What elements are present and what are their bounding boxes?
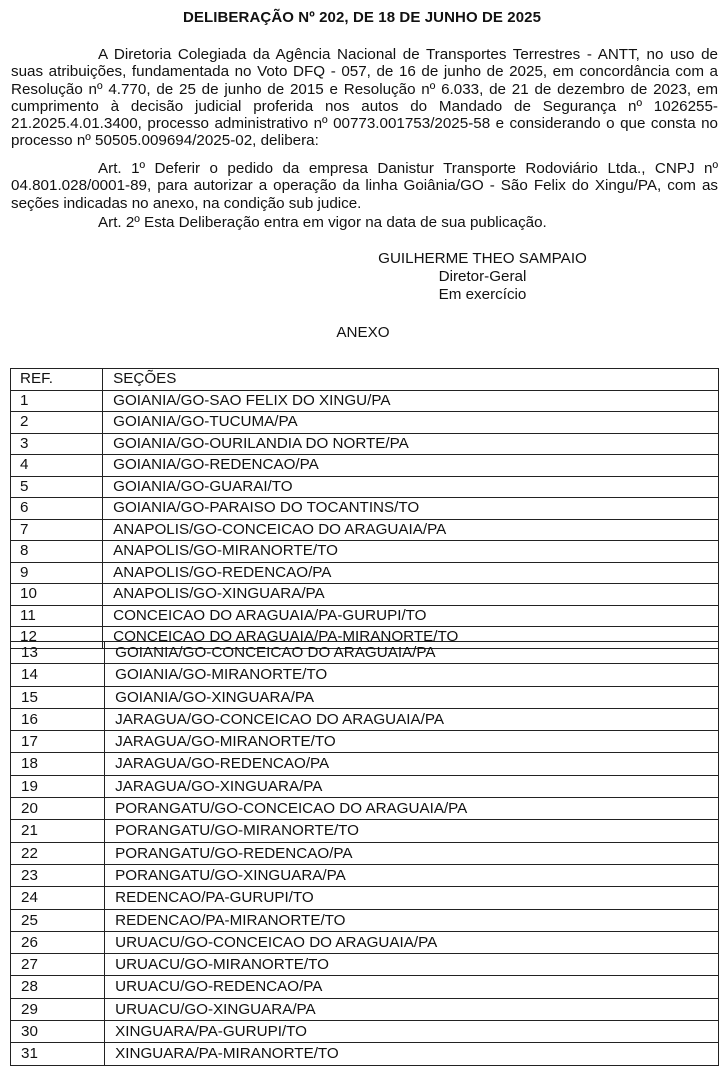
row-ref: 17 xyxy=(11,731,105,753)
row-ref: 2 xyxy=(11,412,103,434)
row-ref: 31 xyxy=(11,1043,105,1065)
row-section: ANAPOLIS/GO-MIRANORTE/TO xyxy=(103,541,719,563)
row-section: JARAGUA/GO-REDENCAO/PA xyxy=(105,753,719,775)
row-section: GOIANIA/GO-OURILANDIA DO NORTE/PA xyxy=(103,433,719,455)
table-row xyxy=(11,541,719,563)
row-section: GOIANIA/GO-SAO FELIX DO XINGU/PA xyxy=(103,390,719,412)
table-row xyxy=(11,390,719,412)
annex-title: ANEXO xyxy=(336,324,390,341)
table-row xyxy=(11,642,719,664)
table-row xyxy=(11,433,719,455)
row-ref: 28 xyxy=(11,976,105,998)
table-row xyxy=(11,519,719,541)
row-ref: 27 xyxy=(11,954,105,976)
annex-table-part-1 xyxy=(10,368,719,649)
row-section: PORANGATU/GO-MIRANORTE/TO xyxy=(105,820,719,842)
table-row xyxy=(11,605,719,627)
table-header-row xyxy=(11,369,719,391)
row-ref: 20 xyxy=(11,798,105,820)
row-section: ANAPOLIS/GO-REDENCAO/PA xyxy=(103,562,719,584)
table-row xyxy=(11,476,719,498)
header-ref: REF. xyxy=(11,369,103,391)
row-ref: 25 xyxy=(11,909,105,931)
row-section: URUACU/GO-REDENCAO/PA xyxy=(105,976,719,998)
row-section: GOIANIA/GO-CONCEICAO DO ARAGUAIA/PA xyxy=(105,642,719,664)
row-ref: 29 xyxy=(11,998,105,1020)
table-row xyxy=(11,842,719,864)
row-ref: 16 xyxy=(11,708,105,730)
table-row xyxy=(11,455,719,477)
table-row xyxy=(11,731,719,753)
row-section: GOIANIA/GO-MIRANORTE/TO xyxy=(105,664,719,686)
row-section: JARAGUA/GO-CONCEICAO DO ARAGUAIA/PA xyxy=(105,708,719,730)
row-section: PORANGATU/GO-XINGUARA/PA xyxy=(105,864,719,886)
row-section: URUACU/GO-MIRANORTE/TO xyxy=(105,954,719,976)
signatory-role: Diretor-Geral xyxy=(438,268,527,285)
row-ref: 13 xyxy=(11,642,105,664)
annex-table-part-2 xyxy=(10,641,719,1066)
row-ref: 19 xyxy=(11,775,105,797)
row-section: CONCEICAO DO ARAGUAIA/PA-GURUPI/TO xyxy=(103,605,719,627)
row-ref: 4 xyxy=(11,455,103,477)
row-ref: 15 xyxy=(11,686,105,708)
row-section: ANAPOLIS/GO-XINGUARA/PA xyxy=(103,584,719,606)
row-ref: 9 xyxy=(11,562,103,584)
article-2-paragraph: Art. 2º Esta Deliberação entra em vigor na data de sua publicação. xyxy=(98,214,547,231)
row-section: GOIANIA/GO-GUARAI/TO xyxy=(103,476,719,498)
row-section: ANAPOLIS/GO-CONCEICAO DO ARAGUAIA/PA xyxy=(103,519,719,541)
row-ref: 14 xyxy=(11,664,105,686)
signature-block xyxy=(345,250,620,304)
row-section: JARAGUA/GO-XINGUARA/PA xyxy=(105,775,719,797)
row-ref: 21 xyxy=(11,820,105,842)
row-ref: 3 xyxy=(11,433,103,455)
row-ref: 22 xyxy=(11,842,105,864)
row-ref: 11 xyxy=(11,605,103,627)
header-section: SEÇÕES xyxy=(103,369,719,391)
row-ref: 12 xyxy=(11,627,103,649)
row-section: PORANGATU/GO-REDENCAO/PA xyxy=(105,842,719,864)
table-row xyxy=(11,686,719,708)
row-ref: 30 xyxy=(11,1021,105,1043)
table-row xyxy=(11,664,719,686)
table-row xyxy=(11,775,719,797)
row-section: PORANGATU/GO-CONCEICAO DO ARAGUAIA/PA xyxy=(105,798,719,820)
row-ref: 1 xyxy=(11,390,103,412)
row-section: GOIANIA/GO-PARAISO DO TOCANTINS/TO xyxy=(103,498,719,520)
row-ref: 18 xyxy=(11,753,105,775)
table-row xyxy=(11,412,719,434)
row-ref: 24 xyxy=(11,887,105,909)
row-ref: 7 xyxy=(11,519,103,541)
table-row xyxy=(11,998,719,1020)
row-ref: 26 xyxy=(11,931,105,953)
row-section: CONCEICAO DO ARAGUAIA/PA-MIRANORTE/TO xyxy=(103,627,719,649)
row-ref: 6 xyxy=(11,498,103,520)
row-section: XINGUARA/PA-MIRANORTE/TO xyxy=(105,1043,719,1065)
table-row xyxy=(11,584,719,606)
row-ref: 5 xyxy=(11,476,103,498)
table-row xyxy=(11,909,719,931)
row-section: JARAGUA/GO-MIRANORTE/TO xyxy=(105,731,719,753)
row-section: GOIANIA/GO-XINGUARA/PA xyxy=(105,686,719,708)
row-section: URUACU/GO-XINGUARA/PA xyxy=(105,998,719,1020)
table-row xyxy=(11,864,719,886)
table-row xyxy=(11,976,719,998)
signatory-name: GUILHERME THEO SAMPAIO xyxy=(378,250,587,267)
row-ref: 10 xyxy=(11,584,103,606)
row-section: REDENCAO/PA-MIRANORTE/TO xyxy=(105,909,719,931)
signatory-status: Em exercício xyxy=(438,286,527,303)
row-section: REDENCAO/PA-GURUPI/TO xyxy=(105,887,719,909)
table-row xyxy=(11,820,719,842)
row-section: GOIANIA/GO-TUCUMA/PA xyxy=(103,412,719,434)
table-row xyxy=(11,498,719,520)
table-row xyxy=(11,1043,719,1065)
table-row xyxy=(11,1021,719,1043)
row-section: URUACU/GO-CONCEICAO DO ARAGUAIA/PA xyxy=(105,931,719,953)
row-ref: 23 xyxy=(11,864,105,886)
table-row xyxy=(11,798,719,820)
table-row xyxy=(11,931,719,953)
table-row xyxy=(11,954,719,976)
row-ref: 8 xyxy=(11,541,103,563)
table-row xyxy=(11,887,719,909)
table-row xyxy=(11,708,719,730)
table-row xyxy=(11,562,719,584)
document-title: DELIBERAÇÃO Nº 202, DE 18 DE JUNHO DE 2025 xyxy=(182,9,542,26)
preamble-paragraph: A Diretoria Colegiada da Agência Nacional de Transportes Terrestres - ANTT, no uso de suas atribuições, fundamentada no Voto DFQ - 057, de 16 de junho de 2025, em concordância com a Resolução nº 4.770, de 25 de junho de 2015 e Resolução nº 6.033, de 21 de dezembro de 2023, em cumprimento à decisão judicial proferida nos autos do Mandado de Segurança nº 1026255-21.2025.4.01.3400, processo administrativo nº 00773.001753/2025-58 e considerando o que consta no processo nº 50505.009694/2025-02, delibera: xyxy=(11,46,718,150)
row-section: XINGUARA/PA-GURUPI/TO xyxy=(105,1021,719,1043)
row-section: GOIANIA/GO-REDENCAO/PA xyxy=(103,455,719,477)
article-1-paragraph: Art. 1º Deferir o pedido da empresa Danistur Transporte Rodoviário Ltda., CNPJ nº 04.801.028/0001-89, para autorizar a operação da linha Goiânia/GO - São Felix do Xingu/PA, com as seções indicadas no anexo, na condição sub judice. xyxy=(11,160,718,212)
table-row xyxy=(11,753,719,775)
